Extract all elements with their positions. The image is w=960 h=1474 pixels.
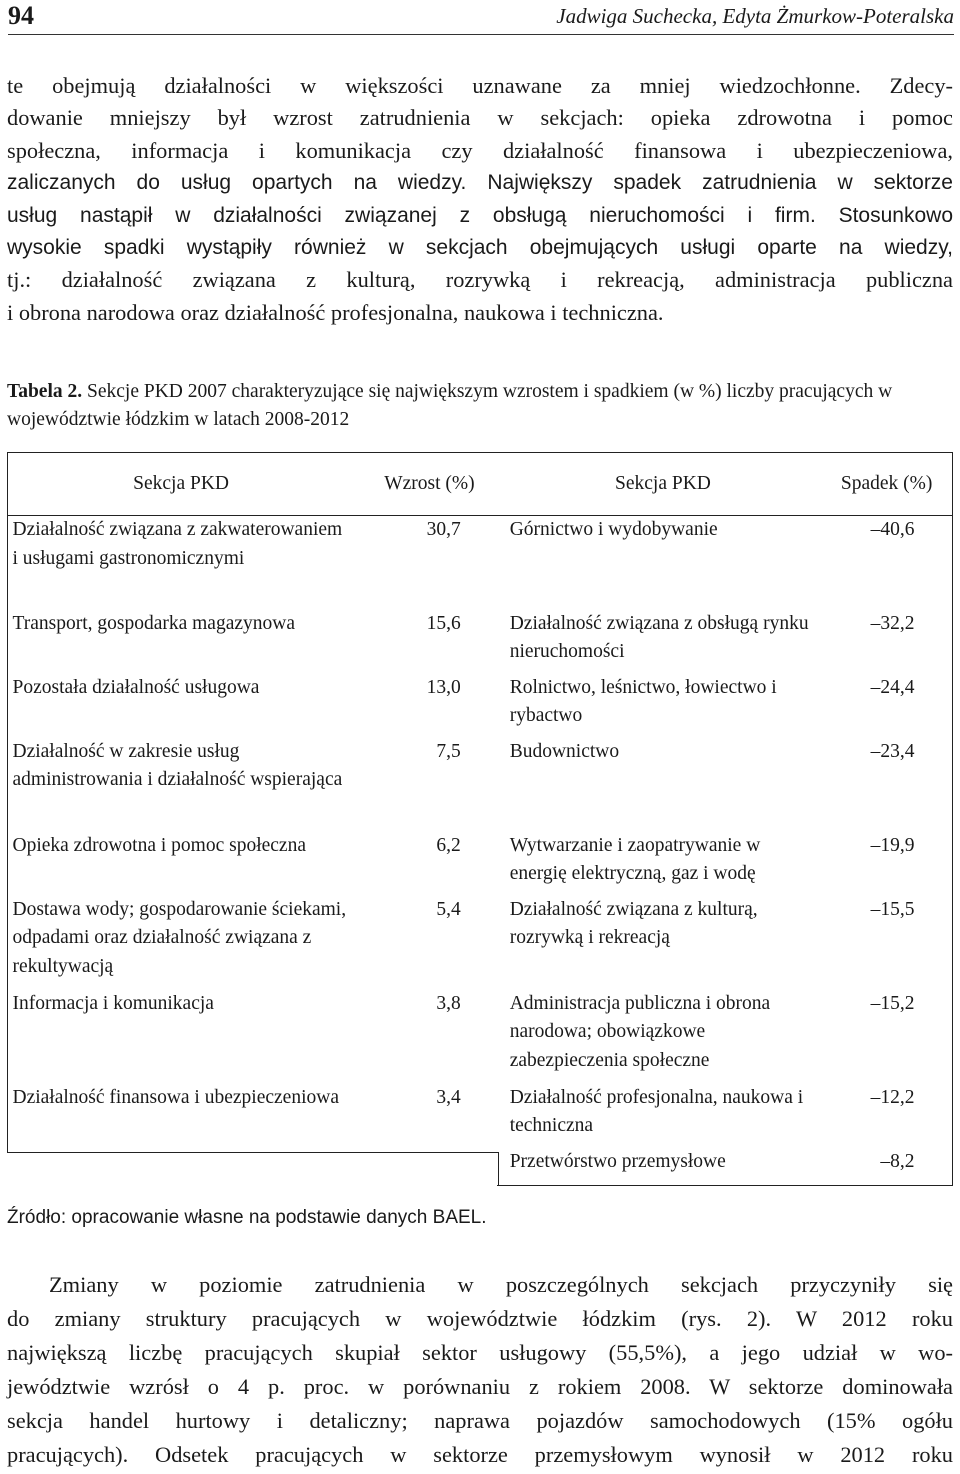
growth-section-cell: Działalność związana z zakwaterowaniem i usługami gastronomicznymi xyxy=(12,519,343,569)
header-growth: Wzrost (%) xyxy=(384,472,475,494)
decline-value-cell: –40,6 xyxy=(870,519,915,540)
decline-section-cell: Budownictwo xyxy=(509,740,620,762)
outro-line: sekcja handel hurtowy i detaliczny; naprawa pojazdów samochodowych (15% ogółu xyxy=(7,1408,953,1433)
growth-section-cell: Opieka zdrowotna i pomoc społeczna xyxy=(12,834,306,856)
decline-section-cell: Rolnictwo, leśnictwo, łowiectwo i rybactwo xyxy=(509,676,777,726)
table-label: Tabela 2. xyxy=(7,381,83,402)
table-row xyxy=(8,738,953,832)
decline-value-cell: –23,4 xyxy=(870,740,915,762)
page-header xyxy=(8,0,954,35)
intro-line: społeczna, informacja i komunikacja czy działalność finansowa i ubezpieczeniowa, xyxy=(7,137,953,163)
decline-value-cell: –24,4 xyxy=(870,676,915,698)
decline-section-cell: Działalność związana z obsługą rynku nieruchomości xyxy=(509,612,809,662)
table-frame-edge xyxy=(7,1152,498,1153)
table-header-row xyxy=(8,453,953,516)
outro-line: jewództwie wzrósł o 4 p. proc. w porównaniu z rokiem 2008. W sektorze dominowała xyxy=(7,1374,953,1399)
growth-section-cell: Pozostała działalność usługowa xyxy=(12,676,260,698)
growth-value-cell: 13,0 xyxy=(426,676,461,698)
intro-line: wysokie spadki wystąpiły również w sekcjach obejmujących usługi oparte na wiedzy, xyxy=(7,235,953,259)
page-number: 94 xyxy=(8,1,34,30)
intro-line: te obejmują działalności w większości uznawane za mniej wiedzochłonne. Zdecy- xyxy=(7,73,953,98)
decline-section-cell: Przetwórstwo przemysłowe xyxy=(509,1150,726,1172)
table-row xyxy=(8,896,953,990)
header-decline: Spadek (%) xyxy=(840,472,933,494)
header-section-growth: Sekcja PKD xyxy=(133,472,229,494)
table-caption xyxy=(7,378,953,434)
decline-value-cell: –19,9 xyxy=(870,834,915,856)
table-row xyxy=(8,990,953,1084)
table-caption-text: Sekcje PKD 2007 charakteryzujące się największym wzrostem i spadkiem (w %) liczby pracujących w województwie łódzkim w latach 2008-2012 xyxy=(7,381,893,430)
intro-paragraph xyxy=(7,70,953,329)
table-row xyxy=(8,516,953,610)
table-frame-mask xyxy=(6,1153,497,1187)
decline-section-cell: Górnictwo i wydobywanie xyxy=(509,519,718,540)
intro-line: i obrona narodowa oraz działalność profesjonalna, naukowa i techniczna. xyxy=(7,299,664,325)
decline-section-cell: Administracja publiczna i obrona narodowa; obowiązkowe zabezpieczenia społeczne xyxy=(509,992,771,1071)
outro-line: największą liczbę pracujących skupiał sektor usługowy (55,5%), a jego udział w wo- xyxy=(7,1340,953,1365)
decline-value-cell: –8,2 xyxy=(880,1150,915,1172)
decline-value-cell: –12,2 xyxy=(870,1086,915,1108)
running-head: Jadwiga Suchecka, Edyta Żmurkow-Poteralska xyxy=(556,4,954,28)
growth-value-cell: 30,7 xyxy=(426,519,461,540)
growth-value-cell: 6,2 xyxy=(436,834,461,856)
decline-value-cell: –15,5 xyxy=(870,898,915,920)
outro-line: Zmiany w poziomie zatrudnienia w poszczególnych sekcjach przyczyniły się xyxy=(49,1272,953,1297)
decline-section-cell: Wytwarzanie i zaopatrywanie w energię elektryczną, gaz i wodę xyxy=(509,834,761,884)
decline-section-cell: Działalność profesjonalna, naukowa i techniczna xyxy=(509,1086,804,1136)
decline-value-cell: –15,2 xyxy=(870,992,915,1014)
table-source: Źródło: opracowanie własne na podstawie danych BAEL. xyxy=(7,1207,487,1228)
growth-section-cell: Działalność finansowa i ubezpieczeniowa xyxy=(12,1086,339,1108)
growth-section-cell: Działalność w zakresie usług administrowania i działalność wspierająca xyxy=(12,740,343,790)
growth-value-cell: 15,6 xyxy=(426,612,461,634)
table-row xyxy=(8,674,953,738)
intro-line: usług nastąpił w działalności związanej z obsługą nieruchomości i firm. Stosunkowo xyxy=(7,203,953,227)
growth-value-cell: 5,4 xyxy=(436,898,461,920)
outro-line: do zmiany struktury pracujących w województwie łódzkim (rys. 2). W 2012 roku xyxy=(7,1306,953,1331)
table-row xyxy=(8,1084,953,1148)
growth-value-cell: 7,5 xyxy=(436,740,461,762)
growth-section-cell: Dostawa wody; gospodarowanie ściekami, odpadami oraz działalność związana z rekultywacją xyxy=(12,898,347,977)
outro-paragraph xyxy=(7,1268,953,1472)
growth-value-cell: 3,4 xyxy=(436,1086,461,1108)
growth-value-cell: 3,8 xyxy=(436,992,461,1014)
pkd-table xyxy=(7,452,953,1184)
decline-section-cell: Działalność związana z kulturą, rozrywką i rekreacją xyxy=(509,898,758,948)
growth-section-cell: Informacja i komunikacja xyxy=(12,992,214,1014)
table-row xyxy=(8,610,953,674)
intro-line: tj.: działalność związana z kulturą, rozrywką i rekreacją, administracja publiczna xyxy=(7,267,953,293)
decline-value-cell: –32,2 xyxy=(870,612,915,634)
intro-line: zaliczanych do usług opartych na wiedzy. Największy spadek zatrudnienia w sektorze xyxy=(7,171,953,195)
header-section-decline: Sekcja PKD xyxy=(615,472,711,494)
outro-line: pracujących). Odsetek pracujących w sektorze przemysłowym wynosił w 2012 roku xyxy=(7,1442,953,1467)
table-row xyxy=(8,832,953,896)
intro-line: dowanie mniejszy był wzrost zatrudnienia w sekcjach: opieka zdrowotna i pomoc xyxy=(7,105,953,131)
table-body xyxy=(8,516,953,1184)
growth-section-cell: Transport, gospodarka magazynowa xyxy=(12,612,296,634)
